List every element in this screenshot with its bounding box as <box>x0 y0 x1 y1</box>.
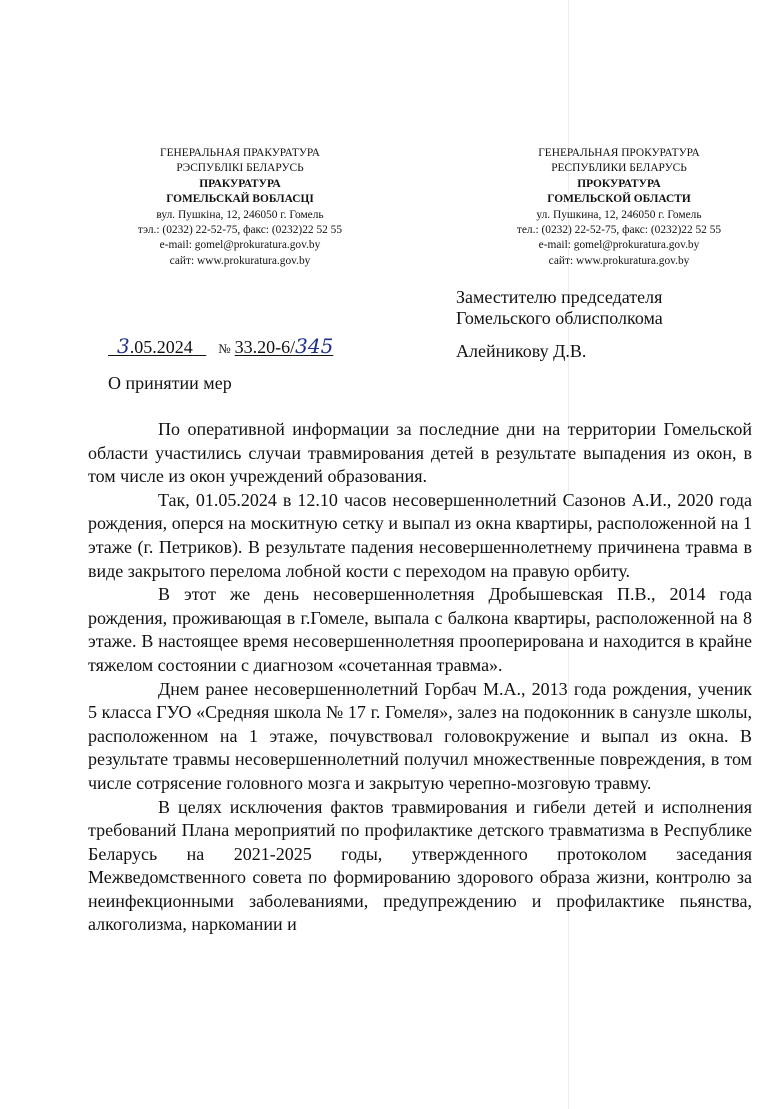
body-paragraph: В целях исключения фактов травмирования и гибели детей и исполнения требований Плана мероприятий по профилактике детского травматизма в Республике Беларусь на 2021-2025 годы, утвержденного протоколом заседания Межведомственного совета по формированию здорового образа жизни, контролю за неинфекционными заболеваниями, предупреждению и профилактике пьянства, алкоголизма, наркомании и <box>88 796 752 935</box>
header-by-email: e-mail: gomel@prokuratura.gov.by <box>159 239 321 252</box>
addressee-line-2: Гомельского облисполкома <box>456 308 663 328</box>
body-paragraph: Так, 01.05.2024 в 12.10 часов несовершеннолетний Сазонов А.И., 2020 года рождения, оперся на москитную сетку и выпал из окна квартиры, расположенной на 1 этаже (г. Петриков). В результате падения несовершеннолетнему причинена травма в виде закрытого перелома лобной кости с переходом на правую орбиту. <box>88 489 752 581</box>
handwritten-day: 3 <box>117 334 130 358</box>
header-by-phone: тэл.: (0232) 22-52-75, факс: (0232)22 52 55 <box>137 224 343 237</box>
body-paragraph: По оперативной информации за последние дни на территории Гомельской области участились случаи травмирования детей в результате выпадения из окон, в том числе из окон учреждений образования. <box>88 419 752 487</box>
letter-subject: О принятии мер <box>108 373 232 393</box>
letter-body <box>88 418 752 937</box>
header-ru-line-2: РЕСПУБЛИКИ БЕЛАРУСЬ <box>551 162 687 175</box>
header-ru-line-4: ГОМЕЛЬСКОЙ ОБЛАСТИ <box>547 193 691 206</box>
body-paragraph: В этот же день несовершеннолетняя Дробышевская П.В., 2014 года рождения, проживающая в г.Гомеле, выпала с балкона квартиры, расположенной на 8 этаже. В настоящее время несовершеннолетняя прооперирована и находится в крайне тяжелом состоянии с диагнозом «сочетанная травма». <box>88 584 752 675</box>
registration-line <box>108 334 333 358</box>
header-by-line-3: ПРАКУРАТУРА <box>199 177 281 190</box>
header-ru-line-3: ПРОКУРАТУРА <box>577 177 661 190</box>
header-russian <box>474 146 764 269</box>
registration-number-label: № <box>218 341 231 356</box>
handwritten-number: 345 <box>295 334 334 358</box>
header-ru-address: ул. Пушкина, 12, 246050 г. Гомель <box>536 208 702 221</box>
header-belarusian <box>95 146 385 269</box>
addressee-spacer <box>456 329 663 341</box>
registration-date <box>108 334 206 358</box>
header-by-line-2: РЭСПУБЛІКІ БЕЛАРУСЬ <box>176 162 304 175</box>
registration-number-printed: 33.20-6/ <box>234 337 296 357</box>
registration-number <box>235 334 334 358</box>
header-ru-email: e-mail: gomel@prokuratura.gov.by <box>538 239 700 252</box>
addressee-block <box>456 287 663 362</box>
addressee-line-1: Заместителю председателя <box>456 287 663 307</box>
registration-month-year: .05.2024 <box>129 337 193 357</box>
header-by-line-4: ГОМЕЛЬСКАЙ ВОБЛАСЦІ <box>166 193 314 206</box>
header-by-site: сайт: www.prokuratura.gov.by <box>169 254 311 267</box>
header-by-address: вул. Пушкіна, 12, 246050 г. Гомель <box>156 208 324 221</box>
body-paragraph: Днем ранее несовершеннолетний Горбач М.А., 2013 года рождения, ученик 5 класса ГУО «Средняя школа № 17 г. Гомеля», залез на подоконник в санузле школы, расположенном на 1 этаже, почувствовал головокружение и выпал из окна. В результате травмы несовершеннолетний получил множественные повреждения, в том числе сотрясение головного мозга и закрытую черепно-мозговую травму. <box>88 678 752 793</box>
addressee-name: Алейникову Д.В. <box>456 341 587 361</box>
header-ru-phone: тел.: (0232) 22-52-75, факс: (0232)22 52 55 <box>516 224 722 237</box>
header-by-line-1: ГЕНЕРАЛЬНАЯ ПРАКУРАТУРА <box>160 147 320 159</box>
header-ru-site: сайт: www.prokuratura.gov.by <box>548 254 690 267</box>
header-ru-line-1: ГЕНЕРАЛЬНАЯ ПРОКУРАТУРА <box>538 147 700 159</box>
